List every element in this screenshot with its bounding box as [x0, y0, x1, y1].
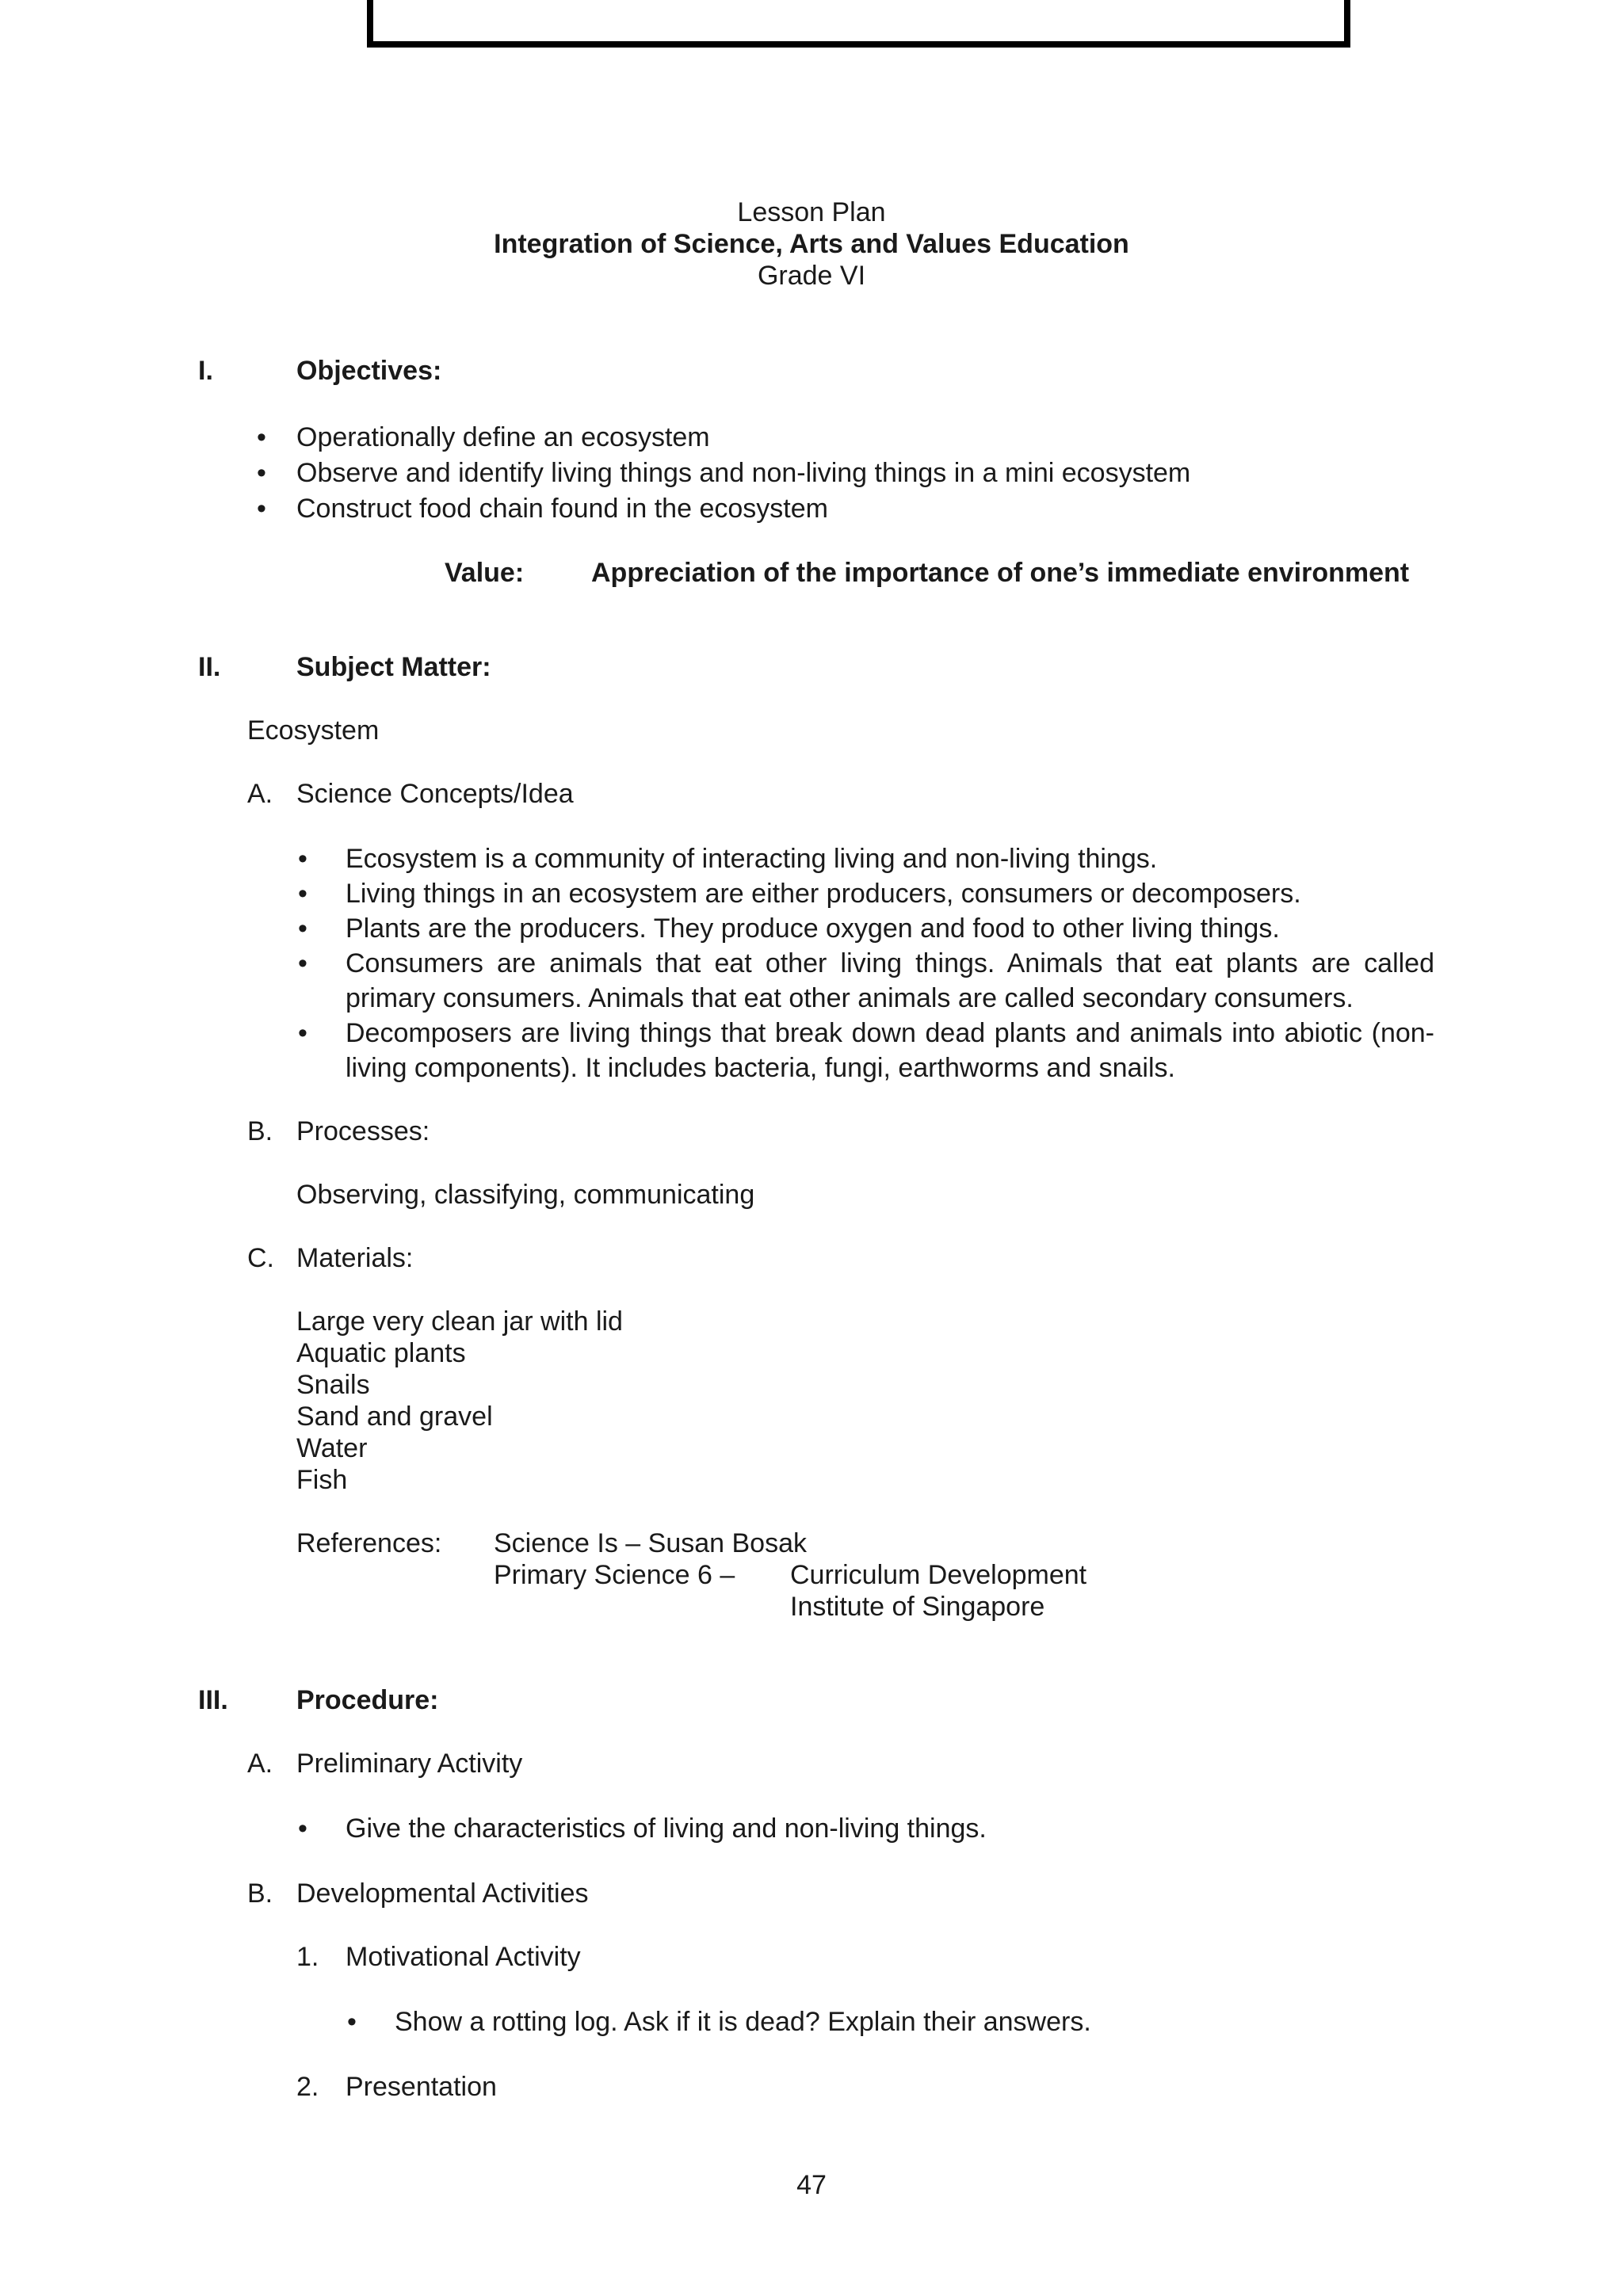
objective-item: Operationally define an ecosystem — [296, 422, 710, 452]
document-title: Integration of Science, Arts and Values Education — [494, 229, 1129, 259]
concept-item: Plants are the producers. They produce oxygen and food to other living things. — [346, 913, 1280, 944]
step-number: 1. — [296, 1942, 319, 1972]
subsection-letter: B. — [247, 1116, 273, 1146]
subsection-letter: B. — [247, 1878, 273, 1909]
objective-item: Observe and identify living things and non-living things in a mini ecosystem — [296, 458, 1191, 488]
header-line-1: Lesson Plan — [737, 197, 886, 227]
concept-item: Living things in an ecosystem are either producers, consumers or decomposers. — [346, 879, 1301, 909]
reference-2-publisher: Curriculum Development — [790, 1560, 1087, 1590]
value-text: Appreciation of the importance of one’s immediate environment — [591, 558, 1410, 588]
motivational-activity-item: Show a rotting log. Ask if it is dead? Explain their answers. — [395, 2007, 1091, 2037]
material-item: Sand and gravel — [296, 1402, 493, 1432]
page-number: 47 — [796, 2170, 827, 2200]
procedure-heading: Procedure: — [296, 1685, 439, 1715]
bullet: • — [298, 1814, 307, 1844]
preliminary-activity-item: Give the characteristics of living and non-living things. — [346, 1814, 987, 1844]
concept-item-continued: living components). It includes bacteria, fungi, earthworms and snails. — [346, 1053, 1175, 1083]
section-numeral-2: II. — [198, 652, 221, 682]
material-item: Large very clean jar with lid — [296, 1306, 623, 1337]
preliminary-activity-title: Preliminary Activity — [296, 1749, 523, 1779]
section-numeral-1: I. — [198, 356, 213, 386]
bullet: • — [298, 1018, 307, 1048]
processes-title: Processes: — [296, 1116, 430, 1146]
processes-text: Observing, classifying, communicating — [296, 1180, 755, 1210]
step-number: 2. — [296, 2072, 319, 2102]
bullet: • — [298, 913, 307, 944]
science-concepts-title: Science Concepts/Idea — [296, 779, 574, 809]
bullet: • — [298, 844, 307, 874]
concept-item: Ecosystem is a community of interacting living and non-living things. — [346, 844, 1158, 874]
material-item: Snails — [296, 1370, 370, 1400]
subject-matter-heading: Subject Matter: — [296, 652, 491, 682]
bullet: • — [347, 2007, 357, 2037]
bullet: • — [298, 879, 307, 909]
developmental-activities-title: Developmental Activities — [296, 1878, 589, 1909]
materials-title: Materials: — [296, 1243, 414, 1273]
reference-1: Science Is – Susan Bosak — [494, 1528, 808, 1558]
objective-item: Construct food chain found in the ecosystem — [296, 494, 828, 524]
subsection-letter: C. — [247, 1243, 274, 1273]
presentation-title: Presentation — [346, 2072, 497, 2102]
concept-item-continued: primary consumers. Animals that eat other animals are called secondary consumers. — [346, 983, 1354, 1013]
objectives-heading: Objectives: — [296, 356, 442, 386]
bullet: • — [257, 494, 266, 524]
header-grade: Grade VI — [757, 261, 866, 291]
value-label: Value: — [445, 558, 525, 588]
topic-text: Ecosystem — [247, 715, 380, 746]
reference-2-title: Primary Science 6 – — [494, 1560, 735, 1590]
section-numeral-3: III. — [198, 1685, 228, 1715]
material-item: Water — [296, 1433, 368, 1463]
subsection-letter: A. — [247, 779, 273, 809]
bullet: • — [257, 458, 266, 488]
material-item: Fish — [296, 1465, 348, 1495]
bullet: • — [298, 948, 307, 978]
concept-item: Decomposers are living things that break down dead plants and animals into abiotic (non- — [346, 1018, 1434, 1048]
material-item: Aquatic plants — [296, 1338, 466, 1368]
subsection-letter: A. — [247, 1749, 273, 1779]
bullet: • — [257, 422, 266, 452]
motivational-activity-title: Motivational Activity — [346, 1942, 581, 1972]
references-label: References: — [296, 1528, 442, 1558]
top-frame-box — [367, 0, 1350, 48]
concept-item: Consumers are animals that eat other living things. Animals that eat plants are called — [346, 948, 1434, 978]
reference-2-publisher-continued: Institute of Singapore — [790, 1592, 1045, 1622]
